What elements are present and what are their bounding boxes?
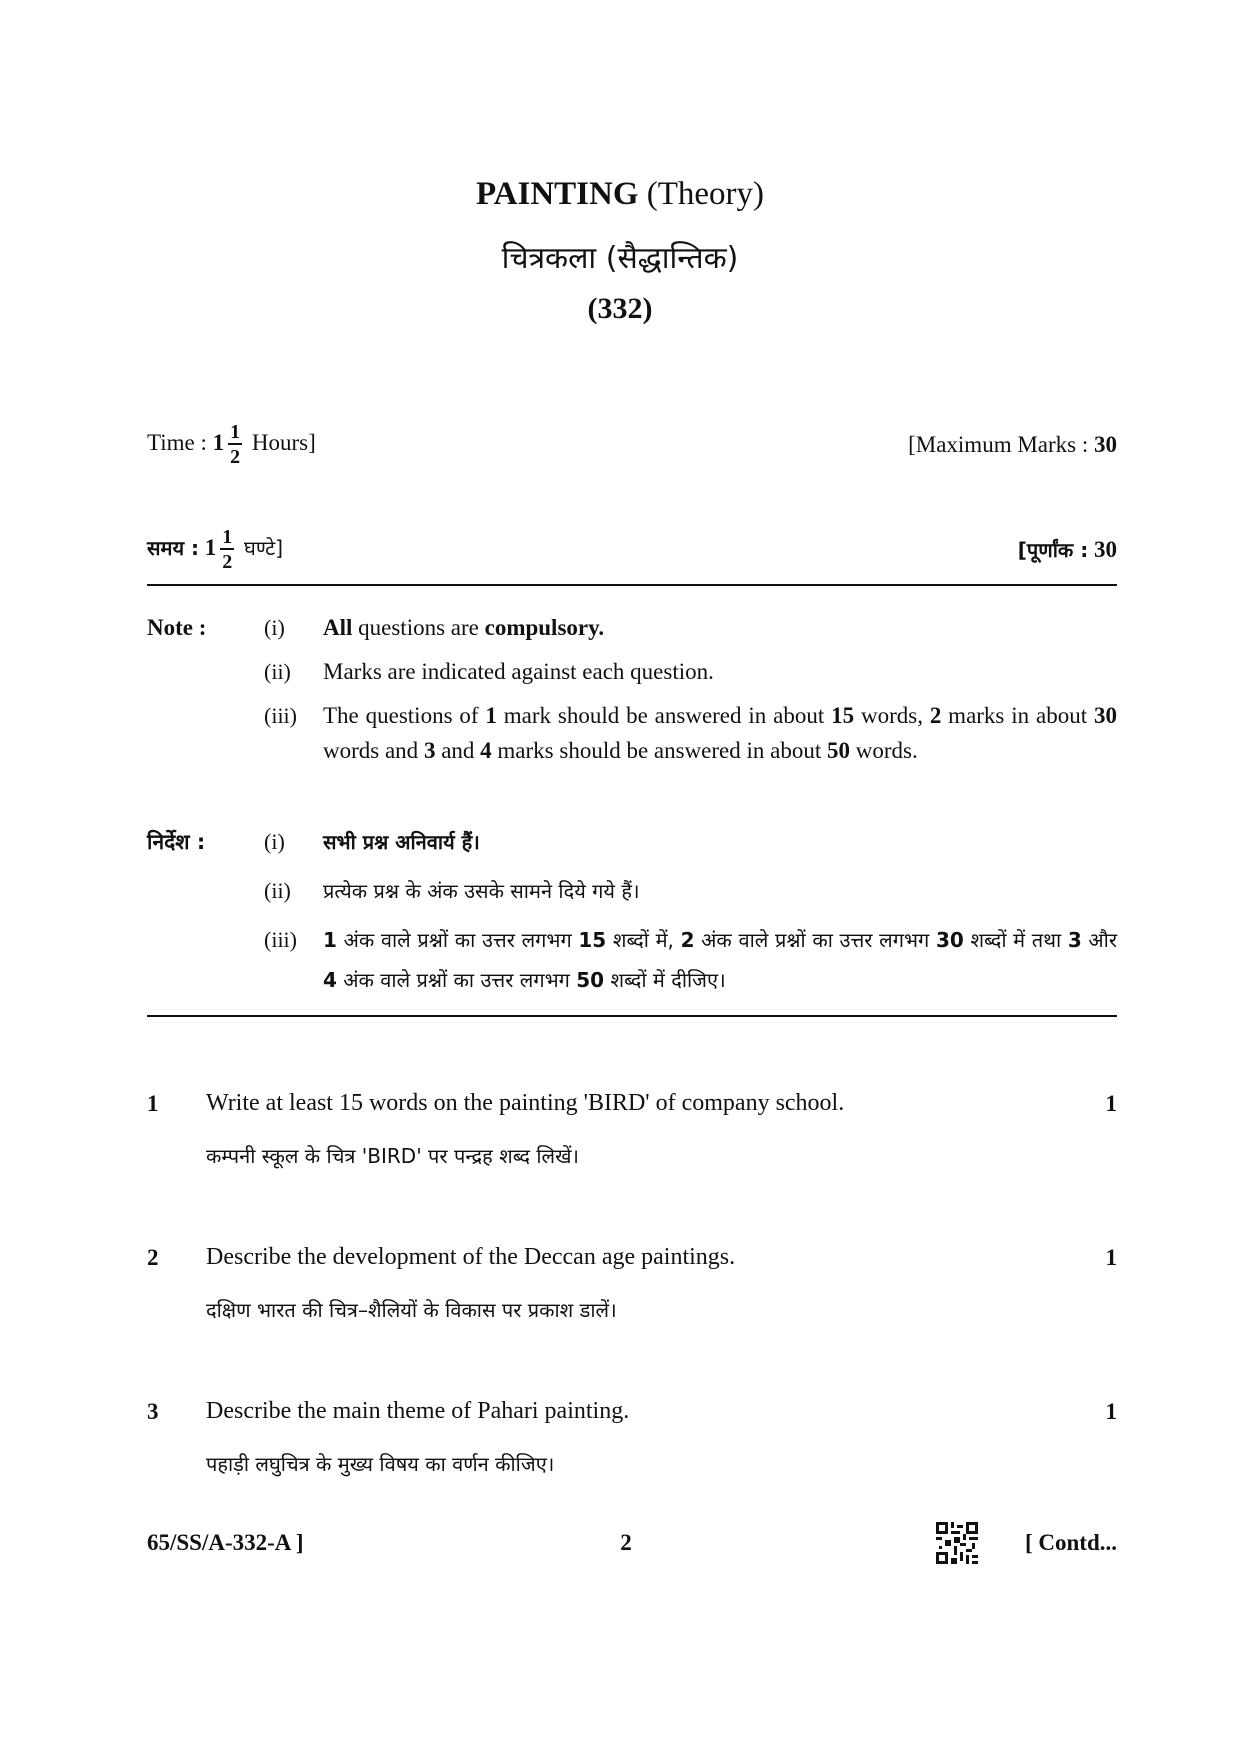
footer-paper-code: 65/SS/A-332-A ] xyxy=(147,1530,304,1555)
max-marks-value-hi: 30 xyxy=(1094,537,1117,562)
time-en xyxy=(147,422,316,467)
max-marks-en xyxy=(908,432,1117,458)
paper-code: (332) xyxy=(587,292,653,325)
time-label-hi: समय : xyxy=(147,535,200,560)
time-fraction: $\frac{1}{2}$ xyxy=(230,421,241,468)
divider-top xyxy=(147,584,1117,586)
max-marks-label: [Maximum Marks : xyxy=(908,431,1089,457)
note-hi-num-3: (iii) xyxy=(264,927,297,952)
note-hi-item-3: 1 अंक वाले प्रश्नों का उत्तर लगभग 15 शब्दों में, 2 अंक वाले प्रश्नों का उत्तर लगभग 30 शब्दों में तथा 3 और 4 अंक वाले प्रश्नों का उत्तर लगभग 50 शब्दों में दीजिए। xyxy=(323,928,1118,992)
time-whole: 1 xyxy=(212,429,225,455)
time-hi xyxy=(147,527,283,572)
time-unit-hi: घण्टे] xyxy=(244,535,284,560)
question-1-marks: 1 xyxy=(1105,1091,1117,1116)
paper-title-main: PAINTING xyxy=(475,176,639,212)
time-unit: Hours] xyxy=(251,429,316,455)
note-hi-num-1: (i) xyxy=(264,829,285,854)
time-label: Time : xyxy=(147,429,207,455)
note-en-item-2: Marks are indicated against each question. xyxy=(323,659,714,684)
qr-code-icon xyxy=(936,1522,978,1564)
note-en-num-3: (iii) xyxy=(264,703,297,728)
max-marks-hi xyxy=(1018,536,1117,563)
max-marks-value: 30 xyxy=(1094,431,1117,457)
time-fraction-hi: $\frac{1}{2}$ xyxy=(222,526,233,573)
time-marks-row-hi xyxy=(147,527,1117,572)
question-3-number: 3 xyxy=(147,1399,159,1424)
note-hi-item-2: प्रत्येक प्रश्न के अंक उसके सामने दिये गये हैं। xyxy=(323,879,640,903)
note-hi-num-2: (ii) xyxy=(264,878,291,903)
note-en-item-1: All questions are compulsory. xyxy=(323,615,605,640)
note-en-num-2: (ii) xyxy=(264,659,291,684)
question-2-number: 2 xyxy=(147,1245,159,1270)
page-number: 2 xyxy=(620,1530,632,1555)
question-1-text-en: Write at least 15 words on the painting 'BIRD' of company school. xyxy=(206,1090,845,1116)
question-3-marks: 1 xyxy=(1105,1399,1117,1424)
note-en-item-3: The questions of 1 mark should be answered in about 15 words, 2 marks in about 30 words and 3 and 4 marks should be answered in about 50 words. xyxy=(323,703,1117,763)
question-2-text-hi: दक्षिण भारत की चित्र–शैलियों के विकास पर प्रकाश डालें। xyxy=(206,1298,617,1322)
paper-title-sub: (Theory) xyxy=(646,176,765,212)
question-2-marks: 1 xyxy=(1105,1245,1117,1270)
continued-label: [ Contd... xyxy=(1024,1530,1117,1555)
note-label-en: Note : xyxy=(147,615,207,640)
question-3-text-hi: पहाड़ी लघुचित्र के मुख्य विषय का वर्णन कीजिए। xyxy=(206,1452,555,1476)
paper-title-hindi: चित्रकला (सैद्धान्तिक) xyxy=(501,241,739,276)
time-marks-row-en xyxy=(147,422,1117,467)
note-en-num-1: (i) xyxy=(264,615,285,640)
question-1-number: 1 xyxy=(147,1091,159,1116)
paper-title xyxy=(0,176,1240,213)
divider-bottom xyxy=(147,1015,1117,1017)
question-2-text-en: Describe the development of the Deccan age paintings. xyxy=(206,1244,736,1270)
note-hi-item-1: सभी प्रश्न अनिवार्य हैं। xyxy=(323,830,480,854)
question-1-text-hi: कम्पनी स्कूल के चित्र 'BIRD' पर पन्द्रह शब्द लिखें। xyxy=(206,1144,580,1168)
note-label-hi: निर्देश : xyxy=(147,830,206,854)
question-3-text-en: Describe the main theme of Pahari painting. xyxy=(206,1398,630,1424)
time-whole-hi: 1 xyxy=(204,534,217,560)
max-marks-label-hi: [पूर्णांक : xyxy=(1017,538,1089,562)
